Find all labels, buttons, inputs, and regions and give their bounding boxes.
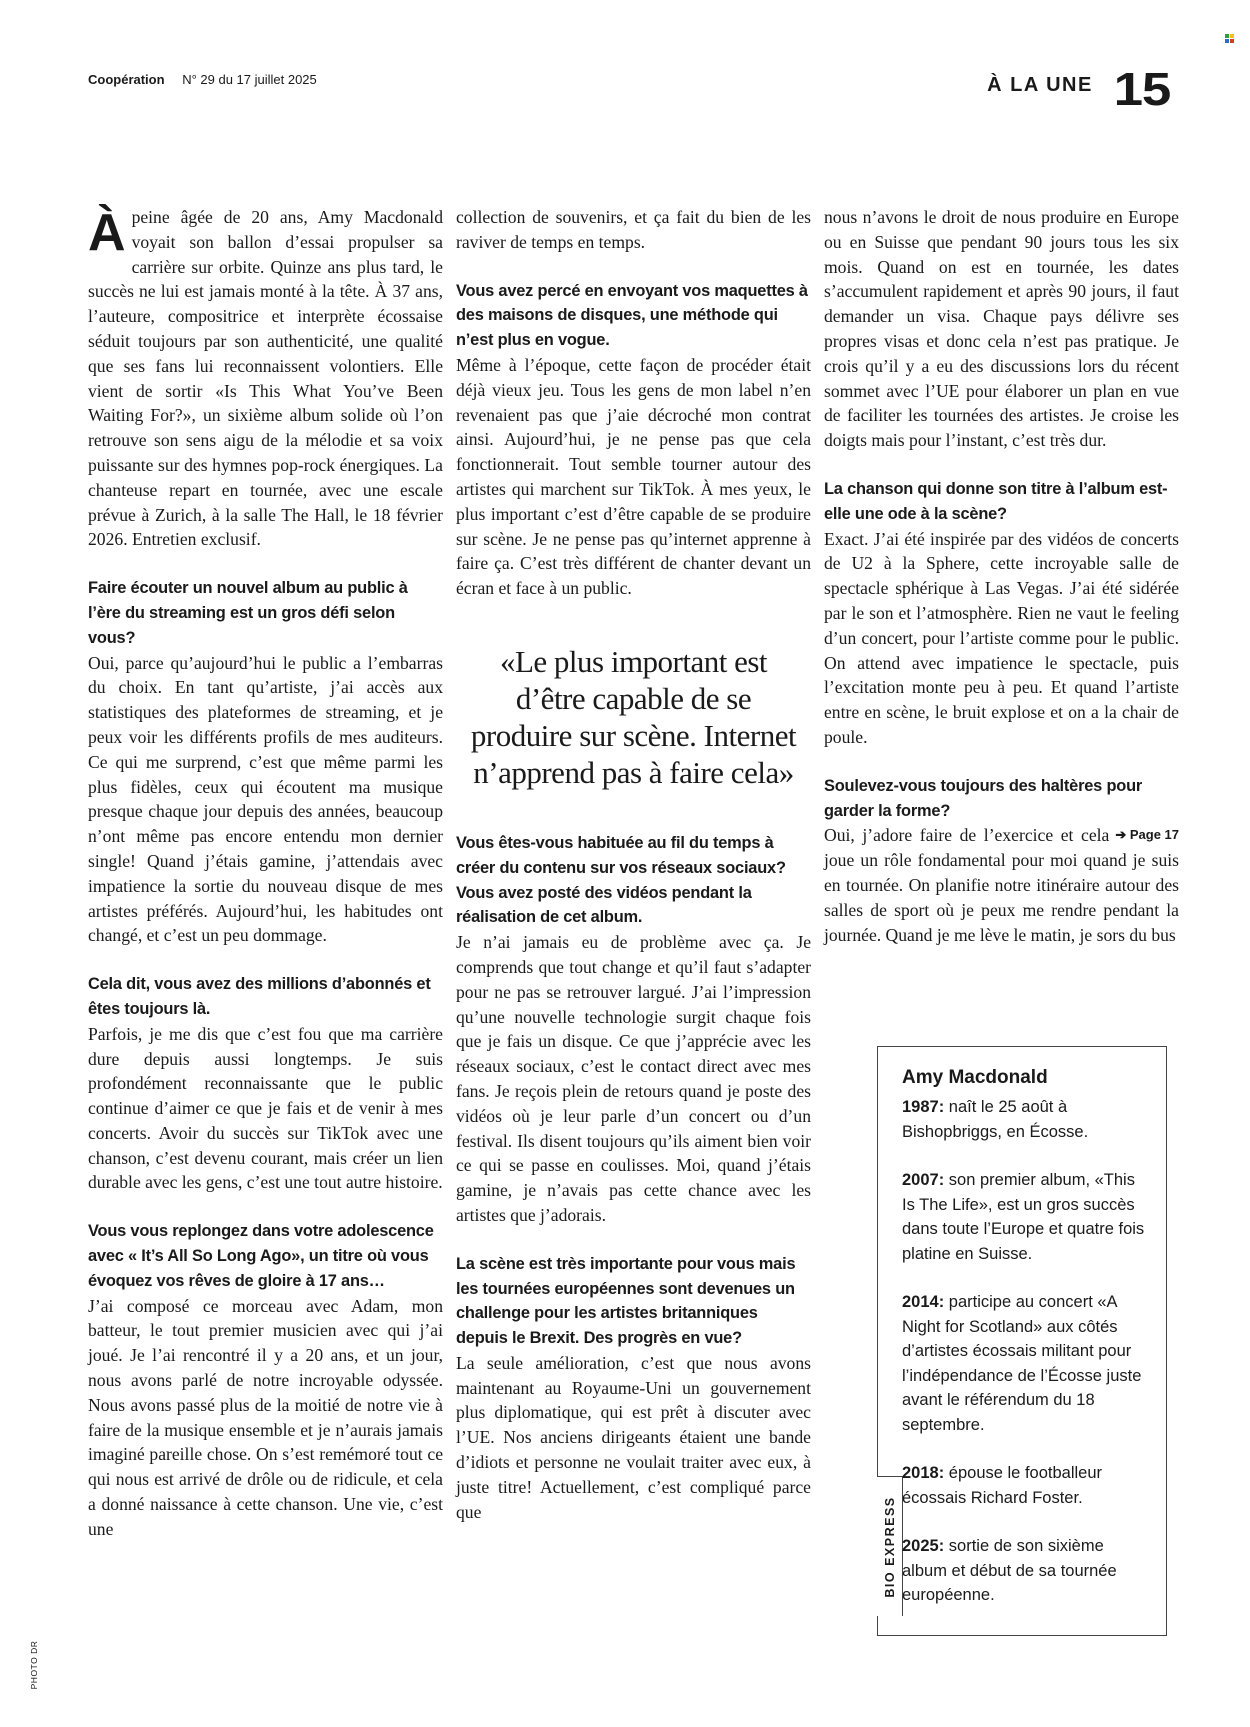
question-1: Faire écouter un nouvel album au public à l’ère du streaming est un gros défi selon vous?: [88, 579, 408, 647]
article-column-3: [824, 205, 1179, 947]
bio-tab-label: BIO EXPRESS: [882, 1495, 897, 1598]
question-7: La chanson qui donne son titre à l’album est-elle une ode à la scène?: [824, 479, 1168, 523]
page-header: [88, 72, 317, 87]
photo-credit: [26, 1635, 42, 1695]
intro-paragraph: [88, 205, 443, 552]
answer-5: Je n’ai jamais eu de problème avec ça. Je comprends que tout change et qu’il faut s’adapter pour ne pas se retrouver largué. J’ai l’impression qu’une nouvelle technologie surgit chaque fois que je fais un disque. Ce que j’apprécie avec les réseaux sociaux, c’est le contact direct avec mes fans. Je reçois plein de retours quand je poste des vidéos où je leur parle d’un concert ou d’un festival. Ils disent toujours qu’ils aiment bien voir ce qui se passe en coulisses. Moi, quand j’étais gamine, je n’avais pas cette chance avec les artistes que j’adorais.: [456, 932, 811, 1225]
question-6: La scène est très importante pour vous mais les tournées européennes sont devenues un challenge pour les artistes britanniques depuis le Brexit. Des progrès en vue?: [456, 1254, 796, 1348]
question-2: Cela dit, vous avez des millions d’abonnés et êtes toujours là.: [88, 975, 431, 1018]
bio-entry: [902, 1461, 1150, 1510]
answer-2: Parfois, je me dis que c’est fou que ma carrière dure depuis aussi longtemps. Je suis profondément reconnaissante que le public continue d’aimer ce que je fais et de venir à mes concerts. Avoir du succès sur TikTok avec une chanson, c’est devenu courant, mais créer un lien durable avec les gens, c’est une tout autre histoire.: [88, 1023, 443, 1193]
photo-credit-text: PHOTO DR: [29, 1640, 39, 1690]
bio-year: 2014:: [902, 1293, 945, 1311]
bio-text: sortie de son sixième album et début de sa tournée européenne.: [902, 1537, 1117, 1604]
brand-dots-icon: [1225, 34, 1235, 44]
continued-link[interactable]: ➔ Page 17: [1115, 827, 1179, 843]
answer-8-text: Oui, j’adore faire de l’exercice et cela joue un rôle fondamental pour moi quand je suis en tournée. On planifie notre itinéraire autour des salles de sport où je peux me rendre pendant la journée. Quand je me lève le matin, je sors du bus: [824, 825, 1179, 945]
answer-6-continued: nous n’avons le droit de nous produire en Europe ou en Suisse que pendant 90 jours tous les six mois. Quand on est en tournée, les dates s’accumulent rapidement et après 90 jours, il faut demander un visa. Chaque pays délivre ses propres visas et donc cela n’est pas pratique. Je crois qu’il y a eu des discussions lors du récent sommet avec l’UE pour élaborer un plan en vue de faciliter les tournées des artistes. Je croise les doigts mais pour l’instant, c’est très dur.: [824, 207, 1179, 451]
bio-year: 2018:: [902, 1464, 945, 1482]
bio-entry: [902, 1168, 1150, 1266]
question-5: Vous êtes-vous habituée au fil du temps à créer du contenu sur vos réseaux sociaux? Vous avez posté des vidéos pendant la réalisation de cet album.: [456, 833, 786, 927]
bio-tab: [877, 1476, 903, 1616]
page-header-right: [987, 63, 1170, 115]
intro-text: peine âgée de 20 ans, Amy Macdonald voyait son ballon d’essai propulser sa carrière sur orbite. Quinze ans plus tard, le succès ne lui est jamais monté à la tête. À 37 ans, l’auteure, compositrice et interprète écossaise séduit toujours par son authenticité, une qualité que ses fans lui reconnaissent volontiers. Elle vient de sortir «Is This What You’ve Been Waiting For?», un sixième album solide où l’on retrouve son sens aigu de la mélodie et sa voix puissante sur des hymnes pop-rock énergiques. La chanteuse repart en tournée, avec une escale prévue à Zurich, à la salle The Hall, le 18 février 2026. Entretien exclusif.: [88, 207, 443, 550]
question-3: Vous vous replongez dans votre adolescence avec « It’s All So Long Ago», un titre où vous évoquez vos rêves de gloire à 17 ans…: [88, 1222, 434, 1290]
answer-1: Oui, parce qu’aujourd’hui le public a l’embarras du choix. En tant qu’artiste, j’ai accès aux statistiques des plateformes de streaming, et je peux voir les différents profils de mes auditeurs. Ce qui me surprend, c’est que même parmi les plus fidèles, ceux qui écoutent ma musique presque chaque jour depuis des années, beaucoup n’ont même pas encore entendu mon dernier single! Quand j’étais gamine, j’attendais avec impatience la sortie du nouveau disque de mes artistes préférés. Aujourd’hui, les habitudes ont changé, et c’est un peu dommage.: [88, 652, 443, 946]
bio-express-box: [877, 1046, 1167, 1636]
bio-entry: [902, 1534, 1150, 1608]
question-4: Vous avez percé en envoyant vos maquettes à des maisons de disques, une méthode qui n’est plus en vogue.: [456, 281, 808, 350]
answer-7: Exact. J’ai été inspirée par des vidéos de concerts de U2 à la Sphere, cette incroyable salle de spectacle sphérique à Las Vegas. J’ai été sidérée par le son et l’atmosphère. Rien ne vaut le feeling d’un concert, pour l’artiste comme pour le public. On attend avec impatience le spectacle, puis l’excitation monte peu à peu. Et quand l’artiste entre en scène, le bruit explose et on a la chair de poule.: [824, 528, 1179, 747]
bio-name: Amy Macdonald: [902, 1067, 1048, 1088]
answer-3: J’ai composé ce morceau avec Adam, mon batteur, le tout premier musicien avec qui j’ai joué. Je l’ai rencontré il y a 20 ans, et un jour, nous avons parlé de notre incroyable odyssée. Nous avons passé plus de la moitié de notre vie à faire de la musique ensemble et je n’aurais jamais imaginé pareille chose. On s’est remémoré tout ce qui nous est arrivé de drôle ou de ridicule, et cela a donné naissance à cette chanson. Une vie, c’est une: [88, 1295, 443, 1539]
section-label: À LA UNE: [987, 74, 1093, 96]
bio-text: participe au concert «A Night for Scotland» aux côtés d’artistes écossais militant pour l’indépendance de l’Écosse juste avant le référendum du 18 septembre.: [902, 1293, 1142, 1434]
page-number: 15: [1113, 63, 1170, 115]
answer-8: [824, 823, 1179, 947]
answer-4: Même à l’époque, cette façon de procéder était déjà vieux jeu. Tous les gens de mon label n’en revenaient pas que j’aie décroché mon contrat ainsi. Aujourd’hui, je ne pense pas que cela fonctionnerait. Tout semble tourner autour des artistes qui marchent sur TikTok. À mes yeux, le plus important c’est d’être capable de se produire sur scène. Je ne pense pas qu’internet apprenne à faire ça. C’est très différent de chanter devant un écran et face à un public.: [456, 354, 811, 599]
article-column-1: [88, 205, 443, 1542]
bio-year: 1987:: [902, 1098, 945, 1116]
bio-entry: [902, 1095, 1150, 1144]
pull-quote: «Le plus important est d’être capable de se produire sur scène. Internet n’apprend pas à faire cela»: [470, 643, 797, 790]
bio-text: épouse le footballeur écossais Richard Foster.: [902, 1464, 1102, 1507]
article-column-2: [456, 205, 811, 1524]
question-8: Soulevez-vous toujours des haltères pour garder la forme?: [824, 776, 1143, 820]
drop-cap: À: [88, 204, 126, 262]
answer-3-continued: collection de souvenirs, et ça fait du bien de les raviver de temps en temps.: [456, 207, 811, 252]
bio-year: 2007:: [902, 1171, 945, 1189]
answer-6: La seule amélioration, c’est que nous avons maintenant au Royaume-Uni un gouvernement plus diplomatique, qui est prêt à discuter avec l’UE. Nos anciens dirigeants étaient une bande d’idiots et personne ne voulait traiter avec eux, à juste titre! Actuellement, c’est compliqué parce que: [456, 1352, 811, 1522]
bio-text: son premier album, «This Is The Life», est un gros succès dans toute l’Europe et quatre fois platine en Suisse.: [902, 1171, 1145, 1263]
publication-name: Coopération: [88, 72, 165, 87]
bio-year: 2025:: [902, 1537, 945, 1555]
bio-entry: [902, 1290, 1150, 1437]
bio-content: [902, 1067, 1150, 1632]
bio-text: naît le 25 août à Bishopbriggs, en Écosse.: [902, 1098, 1089, 1141]
issue-info: N° 29 du 17 juillet 2025: [182, 72, 317, 87]
